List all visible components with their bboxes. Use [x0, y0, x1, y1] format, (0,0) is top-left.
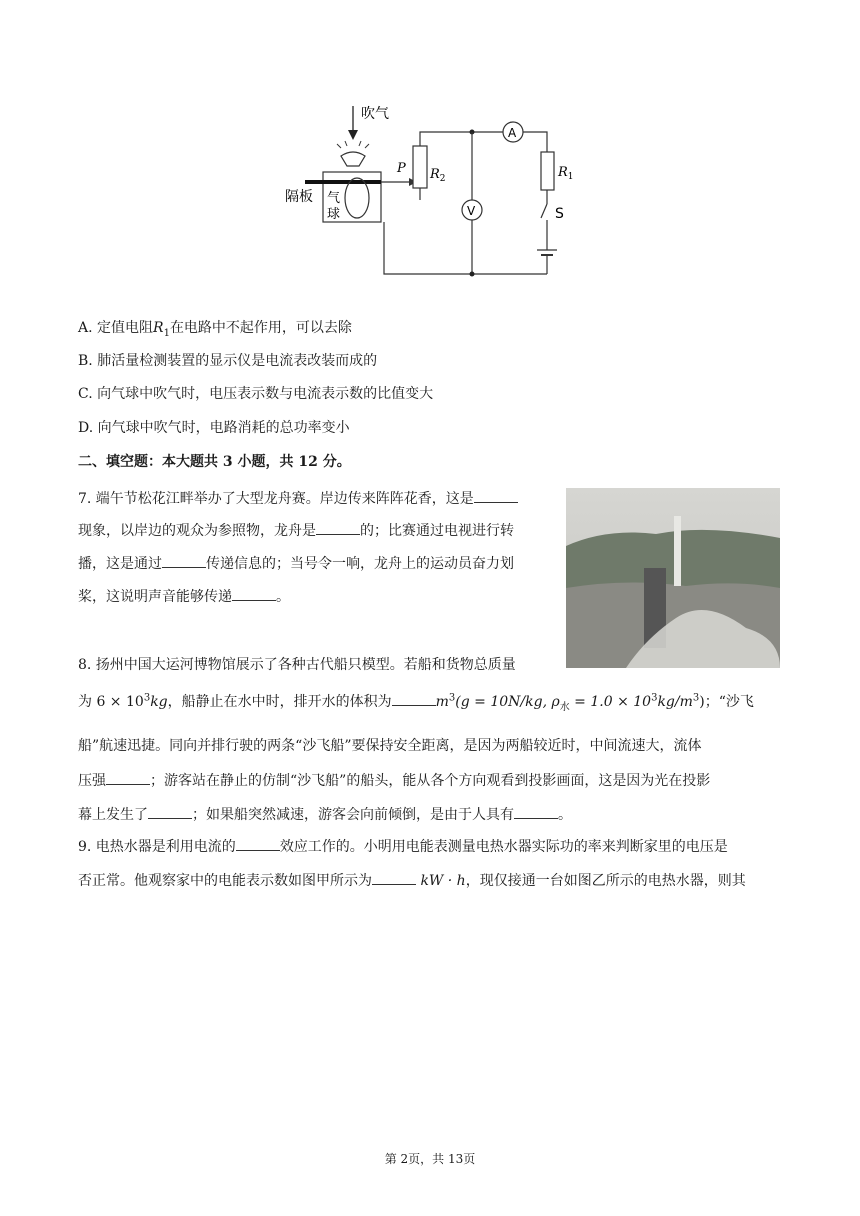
blank[interactable] [106, 770, 150, 785]
switch [541, 204, 547, 218]
blank[interactable] [162, 553, 206, 568]
blank[interactable] [316, 520, 360, 535]
q8-line1: 8. 扬州中国大运河博物馆展示了各种古代船只模型。若船和货物总质量 [78, 657, 516, 673]
q7-line2: 现象，以岸边的观众为参照物，龙舟是 的；比赛通过电视进行转 [78, 520, 514, 541]
q7-line4: 桨，这说明声音能够传递 。 [78, 586, 290, 607]
resistor-r1 [541, 152, 554, 190]
q8-line2: 为 $6 \times 10^3kg$，船静止在水中时，排开水的体积为 $m^3(g = 10N/kg$, $\rho_水 = 1.0 \times 10^3kg/m^3$)；“沙飞 [78, 692, 754, 713]
balloon-label-1: 气 [327, 191, 341, 206]
blank[interactable] [236, 836, 280, 851]
q9-line1: 9. 电热水器是利用电流的 效应工作的。小明用电能表测量电热水器实际功的率来判断家里的电压是 [78, 836, 728, 857]
option-b: B. 肺活量检测装置的显示仪是电流表改装而成的 [78, 353, 378, 369]
blank[interactable] [514, 804, 558, 819]
option-c: C. 向气球中吹气时，电压表示数与电流表示数的比值变大 [78, 386, 434, 402]
funnel-icon [341, 152, 365, 166]
page-footer: 第 2页，共 13页 [384, 1152, 476, 1166]
q8-line5: 幕上发生了 ；如果船突然减速，游客会向前倾倒，是由于人具有 。 [78, 804, 572, 825]
junction-bottom [470, 272, 475, 277]
voltmeter-label: V [467, 204, 476, 218]
blank[interactable] [392, 691, 436, 706]
ammeter-label: A [508, 126, 517, 140]
section-heading: 二、填空题：本大题共 3 小题，共 12 分。 [78, 454, 351, 470]
option-d: D. 向气球中吹气时，电路消耗的总功率变小 [78, 420, 350, 436]
option-a: A. 定值电阻$R_1$在电路中不起作用，可以去除 [78, 320, 352, 339]
q8-line4: 压强 ；游客站在静止的仿制“沙飞船”的船头，能从各个方向观看到投影画面，这是因为光在投影 [78, 770, 710, 791]
q7-line1: 7. 端午节松花江畔举办了大型龙舟赛。岸边传来阵阵花香，这是 [78, 488, 518, 509]
q7-line3: 播，这是通过 传递信息的；当号令一响，龙舟上的运动员奋力划 [78, 553, 514, 574]
blow-arrow-head [348, 130, 358, 140]
r1-label: $R_1$ [558, 165, 574, 182]
q9-line2: 否正常。他观察家中的电能表示数如图甲所示为 kW · h，现仅接通一台如图乙所示的电热水器，则其 [78, 870, 746, 891]
rocket-launch-photo [566, 488, 780, 668]
wire-bottom [384, 222, 547, 274]
blank[interactable] [372, 870, 416, 885]
p-label: P [397, 161, 406, 176]
balloon-label-2: 球 [327, 207, 341, 222]
rays [337, 144, 341, 148]
wire-top-left [420, 132, 472, 146]
switch-label: S [555, 206, 564, 222]
r2-label: $R_2$ [430, 167, 446, 184]
blow-label: 吹气 [361, 106, 389, 122]
blank[interactable] [232, 586, 276, 601]
partition-label: 隔板 [285, 189, 313, 205]
rocket [674, 516, 681, 586]
circuit-diagram [285, 100, 575, 280]
blank[interactable] [148, 804, 192, 819]
q8-line3: 船”航速迅捷。同向并排行驶的两条“沙飞船”要保持安全距离，是因为两船较近时，中间流速大，流体 [78, 738, 702, 754]
blank[interactable] [474, 488, 518, 503]
wire-top-right [523, 132, 547, 152]
resistor-r2 [413, 146, 427, 188]
